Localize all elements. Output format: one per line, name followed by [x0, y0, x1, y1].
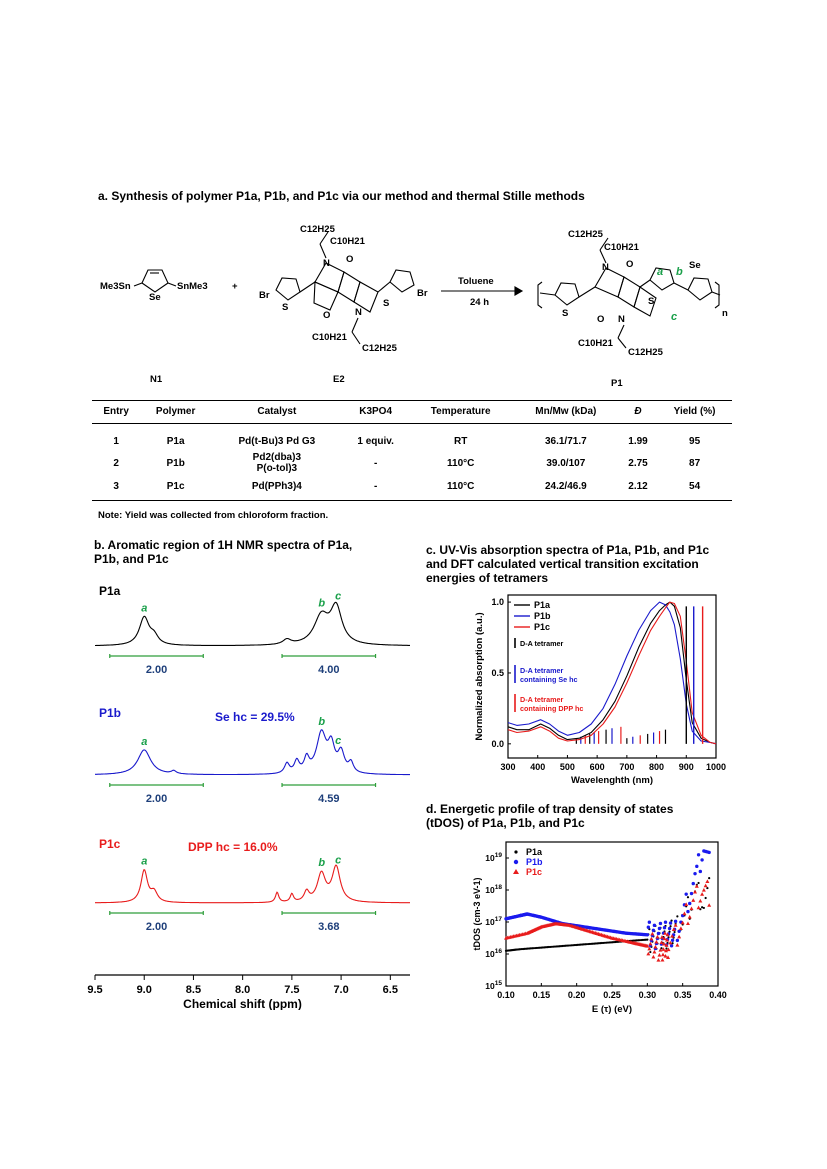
tdos-point: [653, 924, 656, 927]
svg-text:C10H21: C10H21: [604, 242, 639, 253]
uv-legend-label: P1c: [534, 622, 551, 632]
tdos-point: [649, 937, 653, 941]
cell-k3po4: 1 equiv.: [357, 435, 394, 447]
tdos-point: [658, 927, 661, 930]
svg-text:N: N: [602, 262, 609, 273]
cell-yield: 87: [689, 457, 701, 469]
tdos-point: [691, 898, 695, 902]
svg-text:C10H21: C10H21: [330, 236, 365, 247]
polymerization-table: [92, 400, 732, 501]
cell-catalyst: Pd(t-Bu)3 Pd G3: [238, 435, 316, 447]
tdos-point: [652, 950, 656, 954]
section-d-title-line1: d. Energetic profile of trap density of states: [426, 802, 674, 816]
table-row: [92, 424, 732, 453]
tdos-y-label: tDOS (cm-3 eV-1): [472, 877, 482, 951]
tdos-point: [652, 929, 655, 932]
svg-text:N: N: [355, 307, 362, 318]
nmr-trace-label: P1a: [99, 584, 121, 598]
tdos-legend-label: P1b: [526, 857, 543, 867]
uv-y-tick-label: 1.0: [491, 597, 504, 608]
tdos-point: [677, 930, 680, 933]
section-b-title: [94, 538, 394, 566]
nmr-annotation: Se hc = 29.5%: [215, 710, 295, 724]
tdos-point: [695, 865, 698, 868]
e2-label: E2: [333, 374, 345, 385]
nmr-x-label: Chemical shift (ppm): [183, 997, 302, 1010]
svg-text:Se: Se: [689, 260, 701, 271]
nmr-annotation: DPP hc = 16.0%: [188, 840, 278, 854]
tdos-point: [676, 939, 679, 942]
nmr-integral-value: 3.68: [318, 921, 340, 933]
tdos-point: [664, 921, 667, 924]
tdos-point: [648, 921, 651, 924]
tdos-y-tick-label: $10^{19}$: [485, 852, 502, 863]
tdos-point: [679, 926, 683, 930]
p1-label: P1: [611, 378, 623, 389]
tdos-point: [702, 888, 706, 892]
tdos-point: [697, 882, 699, 884]
n1-left-substituent: Me3Sn: [100, 281, 131, 292]
tdos-x-tick-label: 0.40: [709, 990, 727, 1000]
uv-y-tick-label: 0.0: [491, 738, 504, 749]
th-yield: Yield (%): [657, 401, 732, 424]
cell-yield: 54: [657, 474, 732, 500]
cell-k3po4: -: [343, 474, 409, 500]
uv-x-label: Wavelenghth (nm): [571, 775, 653, 786]
nmr-peak-letter: a: [141, 735, 148, 748]
tdos-point: [688, 902, 691, 905]
tdos-point: [646, 939, 648, 941]
uv-y-label: Normalized absorption (a.u.): [474, 612, 485, 741]
uv-calc-legend-label: D-A tetramer: [520, 639, 564, 648]
cell-polymer: P1c: [140, 474, 211, 500]
tdos-point: [708, 877, 710, 879]
svg-text:S: S: [282, 302, 289, 313]
plus-sign: +: [232, 281, 238, 292]
tdos-point: [690, 892, 693, 895]
catalyst-line-2: P(o-tol)3: [256, 463, 298, 474]
section-c-title-line3: energies of tetramers: [426, 571, 549, 585]
tdos-point: [668, 927, 671, 930]
tdos-point: [692, 882, 695, 885]
tdos-point: [695, 884, 699, 888]
tdos-point: [650, 932, 654, 936]
tdos-point: [703, 907, 705, 909]
tdos-point: [698, 899, 702, 903]
svg-text:C10H21: C10H21: [578, 338, 613, 349]
nmr-peak-letter: a: [141, 855, 148, 868]
svg-text:Br: Br: [417, 288, 428, 299]
tdos-legend-marker: [514, 860, 518, 864]
svg-text:Me3Sn: [100, 281, 131, 292]
svg-text:O: O: [323, 310, 331, 321]
tdos-point: [661, 953, 665, 957]
nmr-integral-value: 4.59: [318, 793, 340, 805]
cell-entry: 3: [92, 474, 140, 500]
svg-text:O: O: [626, 259, 634, 270]
tdos-point: [669, 921, 672, 924]
uv-calc-legend-label: containing Se hc: [520, 675, 578, 684]
condition-time: 24 h: [470, 297, 490, 308]
nmr-x-tick-label: 9.5: [87, 984, 103, 996]
tdos-x-tick-label: 0.30: [638, 990, 657, 1000]
uv-calc-legend-label: D-A tetramer: [520, 695, 564, 704]
section-c-title-line2: and DFT calculated vertical transition excitation: [426, 557, 699, 571]
tdos-point: [685, 892, 688, 895]
tdos-point: [700, 858, 703, 861]
tdos-point: [654, 940, 658, 944]
nmr-peak-letter: b: [318, 857, 326, 870]
th-dispersity: Đ: [619, 401, 657, 424]
tdos-point: [699, 870, 702, 873]
svg-text:O: O: [597, 314, 605, 325]
svg-text:C12H25: C12H25: [568, 229, 603, 240]
nmr-x-tick-label: 8.5: [185, 984, 202, 996]
tdos-point: [659, 922, 662, 925]
cell-temp: RT: [454, 435, 468, 447]
section-b-title-line2: P1b, and P1c: [94, 552, 169, 566]
cell-polymer: P1b: [166, 457, 185, 469]
tdos-x-tick-label: 0.35: [673, 990, 692, 1000]
section-d-title: [426, 802, 730, 830]
cell-k3po4: -: [373, 457, 378, 469]
nmr-trace-label: P1c: [99, 837, 121, 851]
table-note: Note: Yield was collected from chloroform fraction.: [98, 510, 329, 521]
nmr-peak-letter: c: [335, 734, 342, 747]
site-a: a: [657, 266, 664, 278]
section-c-title: [426, 543, 730, 585]
tdos-x-label: E (τ) (eV): [591, 1004, 633, 1015]
th-k3po4: K3PO4: [343, 401, 409, 424]
uv-x-tick-label: 300: [500, 762, 516, 772]
svg-text:N: N: [618, 314, 625, 325]
cell-yield: 95: [689, 435, 701, 447]
uv-x-tick-label: 700: [619, 762, 635, 772]
nmr-x-tick-label: 7.5: [284, 984, 300, 996]
n1-structure: [100, 270, 208, 303]
section-d-title-line2: (tDOS) of P1a, P1b, and P1c: [426, 816, 585, 830]
cell-mnmw: 24.2/46.9: [513, 474, 619, 500]
nmr-integral-value: 2.00: [145, 664, 168, 676]
tdos-point: [674, 923, 678, 927]
cell-dispersity: 2.12: [619, 474, 657, 500]
cell-catalyst: [211, 452, 343, 474]
nmr-x-tick-label: 6.5: [382, 984, 398, 996]
tdos-y-tick-label: $10^{18}$: [485, 884, 502, 895]
tdos-point: [704, 884, 708, 888]
tdos-legend-label: P1a: [526, 847, 543, 857]
cell-mnmw: 36.1/71.7: [544, 435, 587, 447]
synthesis-scheme: [0, 205, 827, 395]
tdos-point: [657, 932, 660, 935]
e2-structure: [259, 224, 428, 354]
tdos-point: [705, 879, 709, 883]
svg-text:N: N: [323, 258, 330, 269]
tdos-legend-marker: [513, 869, 519, 874]
tdos-point: [690, 907, 694, 911]
th-polymer: Polymer: [140, 401, 211, 424]
svg-text:C12H25: C12H25: [628, 347, 663, 358]
tdos-point: [660, 958, 664, 962]
nmr-peak-letter: c: [335, 590, 342, 603]
nmr-integral-value: 4.00: [318, 664, 340, 676]
nmr-peak-letter: b: [318, 597, 326, 610]
nmr-chart: [80, 580, 420, 1010]
site-b: b: [676, 266, 683, 278]
th-catalyst: Catalyst: [211, 401, 343, 424]
tdos-x-tick-label: 0.25: [603, 990, 621, 1000]
tdos-legend-label: P1c: [526, 867, 543, 877]
tdos-point: [673, 931, 675, 933]
nmr-peak-letter: c: [335, 854, 342, 867]
cell-entry: 2: [113, 457, 119, 469]
th-entry: Entry: [92, 401, 140, 424]
tdos-point: [655, 935, 659, 939]
tdos-point: [682, 912, 686, 916]
tdos-point: [697, 906, 701, 910]
nmr-integral-value: 2.00: [145, 793, 168, 805]
uv-x-tick-label: 900: [678, 762, 694, 772]
tdos-y-tick-label: $10^{16}$: [485, 948, 502, 959]
tdos-series-P1c: [504, 879, 711, 961]
uv-x-tick-label: 800: [649, 762, 665, 772]
uv-x-tick-label: 500: [559, 762, 575, 772]
tdos-point: [653, 945, 657, 949]
condition-solvent: Toluene: [458, 276, 494, 287]
uv-x-tick-label: 400: [530, 762, 546, 772]
svg-text:Br: Br: [259, 290, 270, 301]
tdos-x-tick-label: 0.10: [497, 990, 515, 1000]
tdos-point: [646, 933, 649, 936]
p1-structure: [538, 229, 728, 358]
tdos-point: [663, 926, 666, 929]
uv-legend-label: P1b: [534, 611, 551, 621]
cell-temp: 110°C: [447, 457, 475, 469]
nmr-peak-letter: b: [318, 715, 326, 728]
tdos-x-tick-label: 0.20: [567, 990, 586, 1000]
nmr-integral-value: 2.00: [145, 921, 168, 933]
tdos-y-tick-label: $10^{17}$: [485, 916, 502, 927]
tdos-point: [674, 920, 677, 923]
nmr-trace-label: P1b: [99, 706, 122, 720]
nmr-x-tick-label: 8.0: [235, 984, 251, 996]
tdos-x-tick-label: 0.15: [532, 990, 551, 1000]
tdos-point: [686, 910, 689, 913]
svg-text:C10H21: C10H21: [312, 332, 347, 343]
nmr-x-tick-label: 9.0: [136, 984, 152, 996]
cell-catalyst: Pd(PPh3)4: [211, 474, 343, 500]
tdos-point: [657, 953, 661, 957]
svg-text:S: S: [383, 298, 390, 309]
tdos-point: [697, 853, 700, 856]
uvvis-chart: [440, 590, 730, 790]
tdos-point: [647, 926, 650, 929]
catalyst-line-1: Pd2(dba)3: [252, 452, 302, 463]
cell-mnmw: 39.0/107: [546, 457, 586, 469]
table-row: [92, 452, 732, 474]
n1-se-atom: Se: [149, 292, 161, 303]
site-c: c: [671, 311, 678, 323]
tdos-point: [688, 915, 692, 919]
tdos-point: [676, 915, 678, 917]
tdos-point: [706, 887, 708, 889]
nmr-peak-letter: a: [141, 602, 148, 615]
tdos-point: [693, 872, 696, 875]
n1-right-substituent: SnMe3: [177, 281, 208, 292]
tdos-point: [693, 890, 697, 894]
uv-legend-label: P1a: [534, 600, 551, 610]
cell-entry: 1: [113, 435, 119, 447]
svg-text:S: S: [648, 296, 655, 307]
table-row: [92, 474, 732, 500]
tdos-point: [675, 943, 679, 947]
cell-dispersity: 2.75: [628, 457, 648, 469]
section-c-title-line1: c. UV-Vis absorption spectra of P1a, P1b, and P1c: [426, 543, 710, 557]
tdos-point: [707, 851, 710, 854]
tdos-point: [671, 939, 674, 942]
n1-label: N1: [150, 374, 163, 385]
tdos-legend-marker: [514, 850, 517, 853]
nmr-trace-P1c: [95, 865, 410, 903]
nmr-x-tick-label: 7.0: [333, 984, 349, 996]
tdos-point: [700, 892, 704, 896]
svg-text:S: S: [562, 308, 569, 319]
uv-y-tick-label: 0.5: [491, 667, 504, 678]
uv-calc-legend-label: D-A tetramer: [520, 666, 564, 675]
tdos-point: [651, 955, 655, 959]
tdos-y-tick-label: $10^{15}$: [485, 980, 502, 991]
tdos-point: [677, 935, 681, 939]
tdos-point: [687, 896, 689, 898]
section-a-title: a. Synthesis of polymer P1a, P1b, and P1c via our method and thermal Stille methods: [98, 189, 585, 203]
tdos-point: [707, 903, 711, 907]
tdos-point: [686, 921, 690, 925]
th-mnmw: Mn/Mw (kDa): [513, 401, 619, 424]
tdos-chart: [468, 840, 730, 1020]
th-temperature: Temperature: [409, 401, 513, 424]
table-header-row: [92, 401, 732, 424]
svg-text:SnMe3: [177, 281, 208, 292]
tdos-point: [705, 897, 707, 899]
tdos-point: [649, 951, 651, 953]
svg-text:n: n: [722, 308, 728, 319]
svg-text:C12H25: C12H25: [300, 224, 335, 235]
uv-x-tick-label: 600: [589, 762, 605, 772]
uv-x-tick-label: 1000: [705, 762, 727, 772]
tdos-point: [670, 944, 673, 947]
cell-polymer: P1a: [166, 435, 185, 447]
cell-temp: 110°C: [409, 474, 513, 500]
uv-calc-legend-label: containing DPP hc: [520, 704, 584, 713]
svg-text:C12H25: C12H25: [362, 343, 397, 354]
svg-text:O: O: [346, 254, 354, 265]
tdos-point: [656, 958, 660, 962]
cell-dispersity: 1.99: [628, 435, 648, 447]
section-b-title-line1: b. Aromatic region of 1H NMR spectra of P1a,: [94, 538, 353, 552]
